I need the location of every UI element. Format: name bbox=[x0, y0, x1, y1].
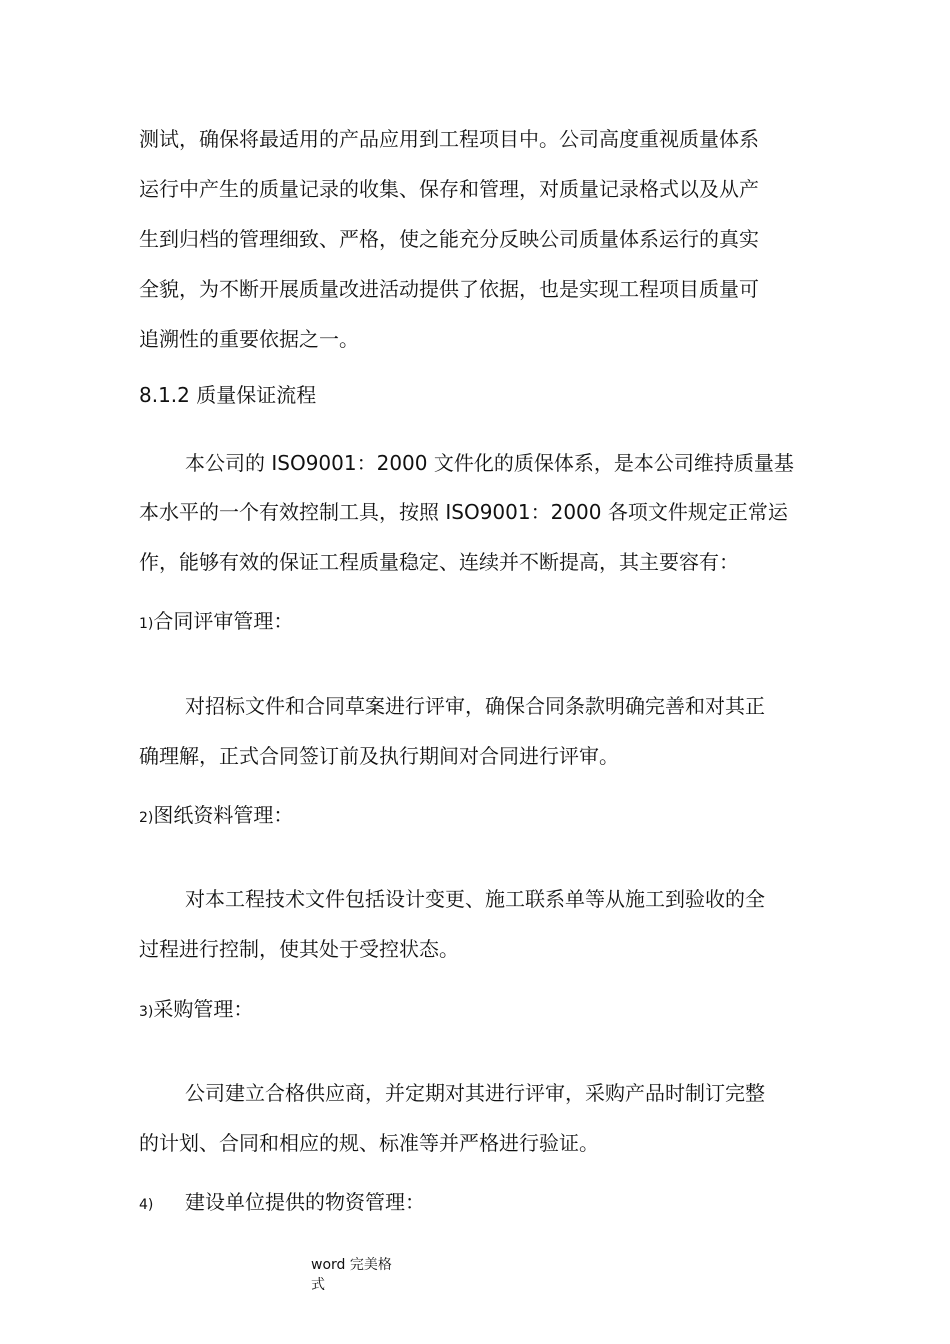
item-heading-contract-review bbox=[139, 609, 293, 636]
item-heading-drawings bbox=[139, 803, 293, 830]
paragraph-line: 测试，确保将最适用的产品应用到工程项目中。公司高度重视质量体系 bbox=[139, 127, 759, 151]
item-number: 2) bbox=[139, 810, 154, 826]
paragraph-line: 作，能够有效的保证工程质量稳定、连续并不断提高，其主要容有： bbox=[139, 550, 739, 574]
item-heading-procurement bbox=[139, 997, 253, 1024]
paragraph-line: 的计划、合同和相应的规、标准等并严格进行验证。 bbox=[139, 1131, 599, 1155]
paragraph-line: 运行中产生的质量记录的收集、保存和管理，对质量记录格式以及从产 bbox=[139, 177, 759, 201]
paragraph-line: 确理解，正式合同签订前及执行期间对合同进行评审。 bbox=[139, 744, 619, 768]
item-title: 建设单位提供的物资管理： bbox=[185, 1190, 425, 1214]
item-number: 4) bbox=[139, 1197, 154, 1213]
item-title: 合同评审管理： bbox=[153, 609, 294, 633]
item-title: 图纸资料管理： bbox=[153, 803, 294, 827]
item-number: 3) bbox=[139, 1004, 154, 1020]
paragraph-line: 本公司的 ISO9001：2000 文件化的质保体系，是本公司维持质量基 bbox=[185, 451, 794, 475]
paragraph-line: 对招标文件和合同草案进行评审，确保合同条款明确完善和对其正 bbox=[185, 694, 765, 718]
item-title: 采购管理： bbox=[153, 997, 254, 1021]
paragraph-line: 追溯性的重要依据之一。 bbox=[139, 327, 359, 351]
paragraph-line: 对本工程技术文件包括设计变更、施工联系单等从施工到验收的全 bbox=[185, 887, 765, 911]
paragraph-line: 过程进行控制，使其处于受控状态。 bbox=[139, 937, 459, 961]
item-heading-client-materials bbox=[139, 1190, 425, 1217]
footer-line: 式 bbox=[311, 1277, 325, 1293]
footer-line: word 完美格 bbox=[311, 1257, 392, 1273]
section-heading: 8.1.2 质量保证流程 bbox=[139, 383, 317, 407]
item-number: 1) bbox=[139, 616, 154, 632]
paragraph-line: 生到归档的管理细致、严格，使之能充分反映公司质量体系运行的真实 bbox=[139, 227, 759, 251]
paragraph-line: 全貌，为不断开展质量改进活动提供了依据，也是实现工程项目质量可 bbox=[139, 277, 759, 301]
paragraph-line: 本水平的一个有效控制工具，按照 ISO9001：2000 各项文件规定正常运 bbox=[139, 500, 788, 524]
paragraph-line: 公司建立合格供应商，并定期对其进行评审，采购产品时制订完整 bbox=[185, 1081, 765, 1105]
